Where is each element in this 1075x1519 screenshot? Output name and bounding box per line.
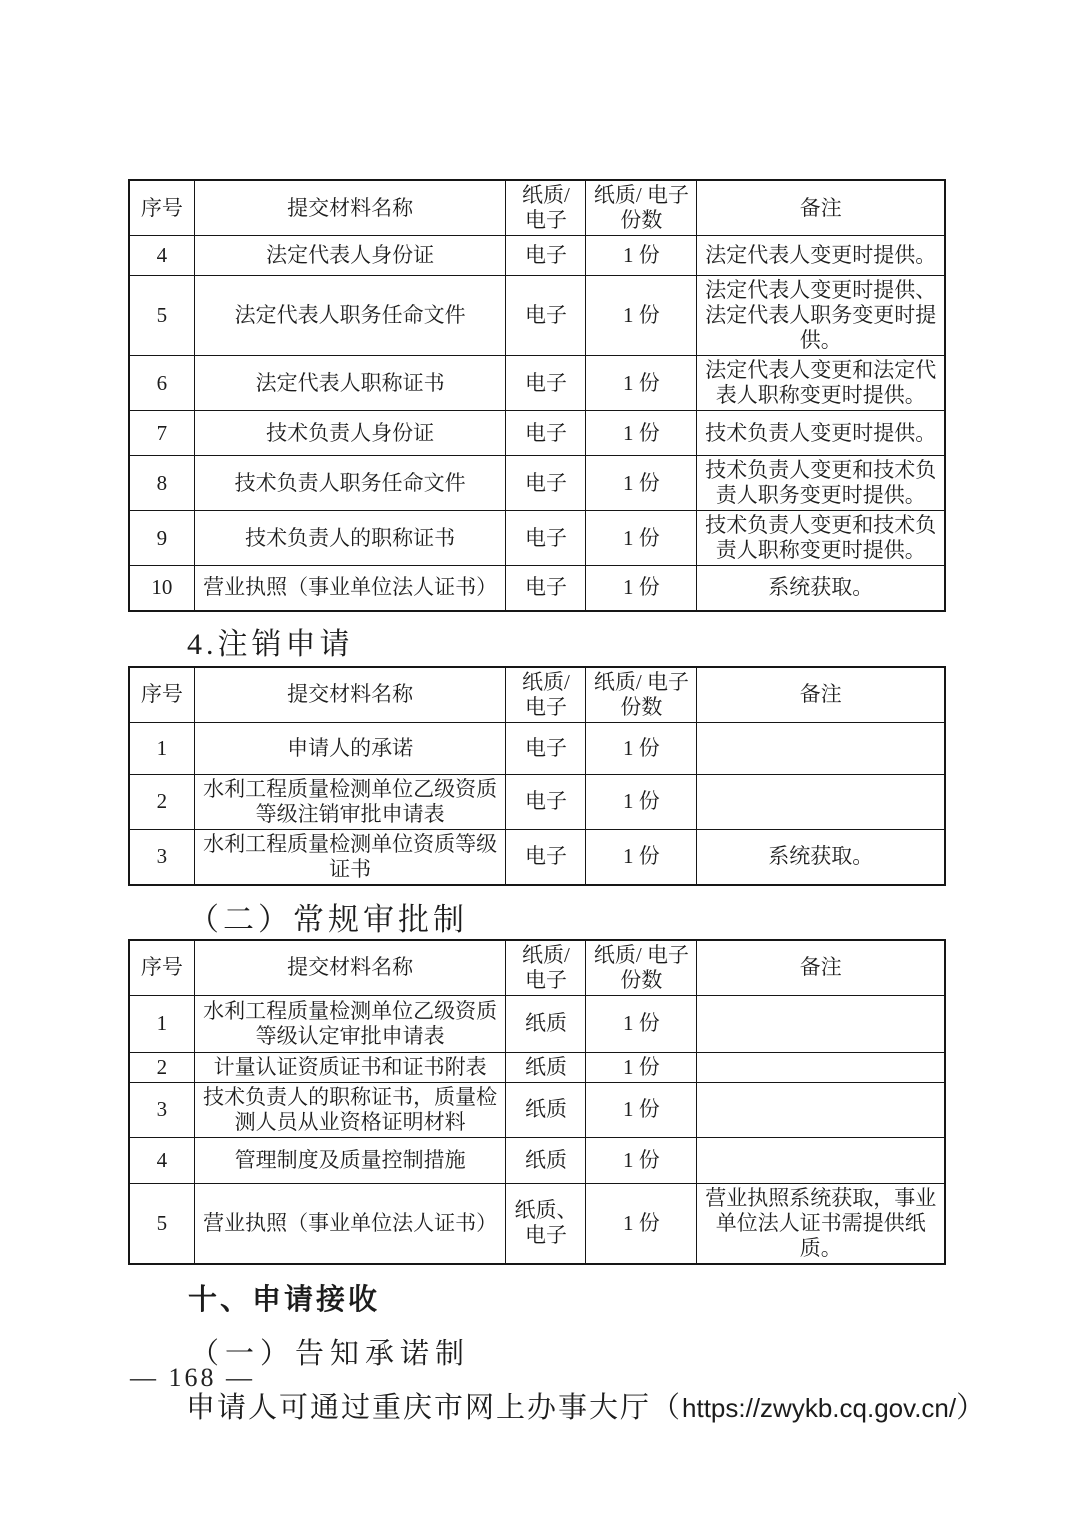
cell-medium: 电子 <box>506 236 586 276</box>
header-line: 电子 <box>524 967 567 992</box>
table-row <box>129 1183 945 1264</box>
cell-remark <box>697 1082 945 1137</box>
cell-medium: 电子 <box>506 356 586 411</box>
cell-copies: 1 份 <box>586 411 697 456</box>
cell-name: 水利工程质量检测单位资质等级证书 <box>194 829 506 885</box>
cell-medium: 电子 <box>506 276 586 356</box>
cell-name: 计量认证资质证书和证书附表 <box>194 1052 506 1082</box>
table-row <box>129 276 945 356</box>
cell-remark: 系统获取。 <box>697 566 945 611</box>
cell-remark: 法定代表人变更时提供。 <box>697 236 945 276</box>
cell-no: 4 <box>129 236 194 276</box>
header-line: 份数 <box>620 694 663 719</box>
cell-copies: 1 份 <box>586 774 697 829</box>
header-cell-copies <box>586 667 697 723</box>
paragraph-prefix-text: 申请人可通过重庆市网上办事大厅（ <box>186 1391 683 1424</box>
table-row <box>129 566 945 611</box>
cell-medium: 纸质 <box>506 1137 586 1183</box>
portal-url-text: https://zwykb.cq.gov.cn/ <box>682 1392 957 1423</box>
header-cell-remark: 备注 <box>697 180 945 236</box>
table-row <box>129 774 945 829</box>
cell-remark <box>697 995 945 1052</box>
header-line: 纸质/ 电子 <box>593 669 689 694</box>
cell-medium: 电子 <box>506 566 586 611</box>
cell-copies: 1 份 <box>586 276 697 356</box>
header-cell-name: 提交材料名称 <box>194 940 506 996</box>
cell-medium: 电子 <box>506 411 586 456</box>
cell-no: 3 <box>129 1082 194 1137</box>
cell-no: 6 <box>129 356 194 411</box>
table-row <box>129 236 945 276</box>
cell-no: 7 <box>129 411 194 456</box>
header-cell-medium <box>506 180 586 236</box>
cell-remark <box>697 774 945 829</box>
table-header-row <box>129 667 945 723</box>
header-cell-medium <box>506 667 586 723</box>
application-paragraph <box>128 1390 988 1427</box>
header-line: 份数 <box>620 967 663 992</box>
header-line: 电子 <box>524 208 567 232</box>
table-row <box>129 511 945 566</box>
section-heading-cancellation: 4.注销申请 <box>187 627 354 661</box>
cell-name: 法定代表人职务任命文件 <box>194 276 506 356</box>
cell-medium: 电子 <box>506 774 586 829</box>
cell-copies: 1 份 <box>586 1082 697 1137</box>
table-row <box>129 995 945 1052</box>
table-row <box>129 1082 945 1137</box>
cell-name: 技术负责人的职称证书，质量检测人员从业资格证明材料 <box>194 1082 506 1137</box>
cell-copies: 1 份 <box>586 236 697 276</box>
cell-copies: 1 份 <box>586 511 697 566</box>
cell-remark: 技术负责人变更和技术负责人职务变更时提供。 <box>697 456 945 511</box>
header-cell-no: 序号 <box>129 180 194 236</box>
cell-medium: 电子 <box>506 722 586 774</box>
cell-no: 1 <box>129 995 194 1052</box>
cell-name: 法定代表人职称证书 <box>194 356 506 411</box>
cell-no: 2 <box>129 774 194 829</box>
header-cell-copies <box>586 940 697 996</box>
cell-no: 1 <box>129 722 194 774</box>
header-cell-name: 提交材料名称 <box>194 667 506 723</box>
cell-medium: 电子 <box>506 511 586 566</box>
cell-medium: 纸质、电子 <box>506 1183 586 1264</box>
table-row <box>129 1052 945 1082</box>
cell-no: 10 <box>129 566 194 611</box>
cell-copies: 1 份 <box>586 829 697 885</box>
cell-medium: 纸质 <box>506 1082 586 1137</box>
table-row <box>129 411 945 456</box>
cell-copies: 1 份 <box>586 1137 697 1183</box>
cell-no: 5 <box>129 276 194 356</box>
table-regular-approval-materials <box>128 939 946 1265</box>
header-line: 纸质/ <box>522 669 570 694</box>
cell-name: 法定代表人身份证 <box>194 236 506 276</box>
subsection-heading-notification-commitment: （一）告知承诺制 <box>190 1337 471 1370</box>
cell-no: 9 <box>129 511 194 566</box>
cell-remark: 系统获取。 <box>697 829 945 885</box>
table-row <box>129 1137 945 1183</box>
header-cell-no: 序号 <box>129 940 194 996</box>
cell-copies: 1 份 <box>586 456 697 511</box>
cell-name: 申请人的承诺 <box>194 722 506 774</box>
cell-remark <box>697 1052 945 1082</box>
cell-medium: 电子 <box>506 456 586 511</box>
cell-copies: 1 份 <box>586 566 697 611</box>
header-cell-no: 序号 <box>129 667 194 723</box>
cell-medium: 纸质 <box>506 995 586 1052</box>
cell-medium: 纸质 <box>506 1052 586 1082</box>
table-row <box>129 456 945 511</box>
cell-copies: 1 份 <box>586 1052 697 1082</box>
cell-remark: 营业执照系统获取，事业单位法人证书需提供纸质。 <box>697 1183 945 1264</box>
cell-no: 3 <box>129 829 194 885</box>
cell-no: 4 <box>129 1137 194 1183</box>
table-header-row <box>129 940 945 996</box>
cell-remark: 法定代表人变更和法定代表人职称变更时提供。 <box>697 356 945 411</box>
table-cancellation-materials <box>128 666 946 886</box>
cell-remark: 法定代表人变更时提供、法定代表人职务变更时提供。 <box>697 276 945 356</box>
cell-no: 8 <box>129 456 194 511</box>
header-line: 份数 <box>620 208 663 232</box>
cell-name: 水利工程质量检测单位乙级资质等级注销审批申请表 <box>194 774 506 829</box>
header-line: 纸质/ 电子 <box>593 942 689 967</box>
cell-copies: 1 份 <box>586 356 697 411</box>
header-cell-name: 提交材料名称 <box>194 180 506 236</box>
cell-copies: 1 份 <box>586 722 697 774</box>
cell-no: 5 <box>129 1183 194 1264</box>
section-heading-regular-approval: （二）常规审批制 <box>188 901 468 937</box>
header-line: 电子 <box>524 694 567 719</box>
cell-name: 技术负责人职务任命文件 <box>194 456 506 511</box>
table-row <box>129 722 945 774</box>
cell-name: 技术负责人的职称证书 <box>194 511 506 566</box>
header-line: 纸质/ <box>522 183 570 207</box>
table-header-row <box>129 180 945 236</box>
header-cell-remark: 备注 <box>697 940 945 996</box>
header-line: 纸质/ <box>522 942 570 967</box>
cell-name: 营业执照（事业单位法人证书） <box>194 566 506 611</box>
header-cell-medium <box>506 940 586 996</box>
cell-medium: 电子 <box>506 829 586 885</box>
cell-copies: 1 份 <box>586 995 697 1052</box>
cell-remark: 技术负责人变更和技术负责人职称变更时提供。 <box>697 511 945 566</box>
cell-remark: 技术负责人变更时提供。 <box>697 411 945 456</box>
cell-remark <box>697 1137 945 1183</box>
section-heading-application-receipt: 十、申请接收 <box>188 1283 381 1316</box>
table-row <box>129 356 945 411</box>
cell-copies: 1 份 <box>586 1183 697 1264</box>
cell-name: 管理制度及质量控制措施 <box>194 1137 506 1183</box>
table-change-materials <box>128 179 946 612</box>
cell-remark <box>697 722 945 774</box>
cell-no: 2 <box>129 1052 194 1082</box>
table-row <box>129 829 945 885</box>
header-line: 纸质/ 电子 <box>593 183 689 207</box>
cell-name: 营业执照（事业单位法人证书） <box>194 1183 506 1264</box>
cell-name: 技术负责人身份证 <box>194 411 506 456</box>
paragraph-suffix-text: ） <box>956 1391 988 1424</box>
header-cell-remark: 备注 <box>697 667 945 723</box>
cell-name: 水利工程质量检测单位乙级资质等级认定审批申请表 <box>194 995 506 1052</box>
page-number: — 168 — <box>130 1363 255 1392</box>
header-cell-copies <box>586 180 697 236</box>
